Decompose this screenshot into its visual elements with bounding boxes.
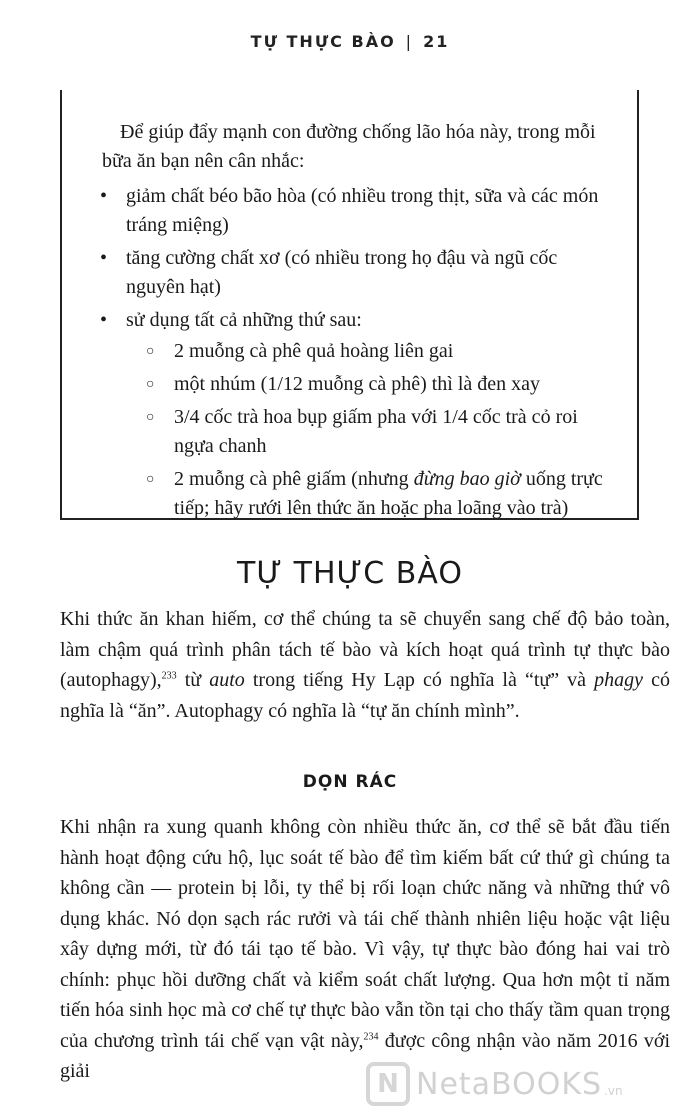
emphasis: phagy [594,669,644,691]
paragraph-1 [60,604,670,726]
sub-bullet-list [126,337,615,523]
subheading: DỌN RÁC [302,772,398,792]
text-run: trong tiếng Hy Lạp có nghĩa là “tự” và [244,669,595,691]
sub-item-text: 2 muỗng cà phê giấm (nhưng [174,468,414,490]
header-separator: | [405,32,414,51]
text-run: Khi nhận ra xung quanh không còn nhiều thức ăn, cơ thể sẽ bắt đầu tiến hành hoạt động cứu hộ, lục soát tế bào để tìm kiếm bất cứ thứ gì chúng ta không cần — protein bị lỗi, ty thể bị rối loạn chức năng và những thứ vô dụng khác. Nó dọn sạch rác rưởi và tái chế thành nhiên liệu hoặc vật liệu xây dựng mới, từ đó tái tạo tế bào. Vì vậy, tự thực bào đóng hai vai trò chính: phục hồi dưỡng chất và kiểm soát chất lượng. Qua hơn một tỉ năm tiến hóa sinh học mà cơ chế tự thực bào vẫn tồn tại cho thấy tầm quan trọng của chương trình tái chế vạn vật này, [60,816,670,1052]
watermark [366,1062,623,1106]
recommendation-box [60,90,639,520]
sub-item-text: uống trực tiếp; hãy rưới lên thức ăn hoặc pha loãng vào trà) [174,468,603,519]
text-run: từ [176,669,210,691]
bullet-list [102,182,615,523]
emphasis: auto [209,669,245,691]
footnote-ref: 234 [363,1030,379,1042]
list-item-label: sử dụng tất cả những thứ sau: [126,309,362,331]
watermark-logo-icon: N [366,1062,410,1106]
box-intro: Để giúp đẩy mạnh con đường chống lão hóa này, trong mỗi bữa ăn bạn nên cân nhắc: [102,121,596,172]
watermark-suffix: .vn [604,1084,623,1098]
list-item: • giảm chất béo bão hòa (có nhiều trong thịt, sữa và các món tráng miệng) [126,182,615,240]
sub-list-item: ○ 3/4 cốc trà hoa bụp giấm pha với 1/4 cốc trà cỏ roi ngựa chanh [174,403,615,461]
list-item [126,306,615,523]
sub-list-item: ○ 2 muỗng cà phê quả hoàng liên gai [174,337,615,366]
sub-list-item [174,465,615,523]
footnote-ref: 233 [161,670,177,682]
paragraph-2 [60,812,670,1087]
sub-item-emphasis: đừng bao giờ [413,468,521,490]
page-number: 21 [423,32,450,51]
list-item: • tăng cường chất xơ (có nhiều trong họ đậu và ngũ cốc nguyên hạt) [126,244,615,302]
header-section: TỰ THỰC BÀO [250,32,396,51]
text-run: có nghĩa là “ăn”. Autophagy có nghĩa là “tự ăn chính mình”. [60,669,670,722]
sub-list-item: ○ một nhúm (1/12 muỗng cà phê) thì là đen xay [174,370,615,399]
section-title: TỰ THỰC BÀO [237,556,463,591]
text-run: được công nhận vào năm 2016 với giải [60,1029,670,1082]
running-header [0,32,700,51]
watermark-text: NetaBOOKS [416,1066,603,1102]
text-run: Khi thức ăn khan hiếm, cơ thể chúng ta sẽ chuyển sang chế độ bảo toàn, làm chậm quá trình phân tách tế bào và kích hoạt quá trình tự thực bào (autophagy), [60,608,670,691]
